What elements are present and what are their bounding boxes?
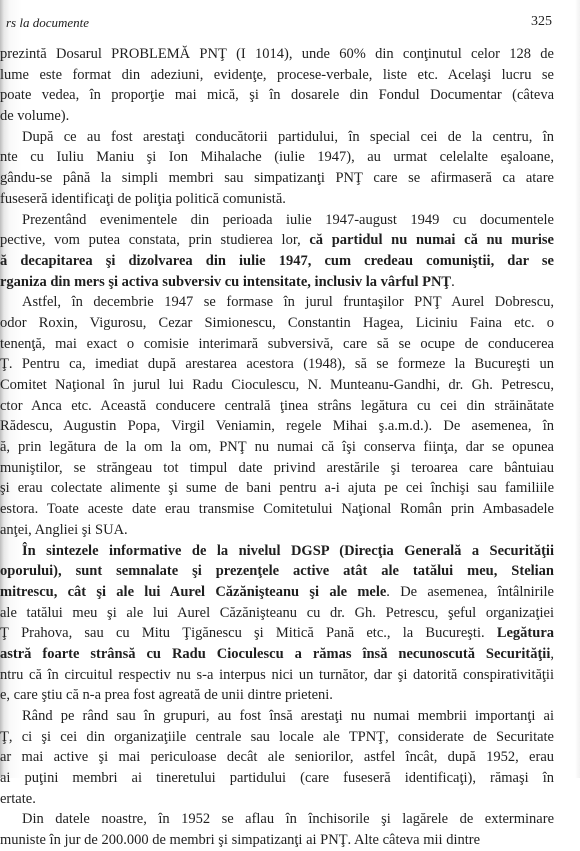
- text-line: [0, 644, 554, 665]
- text-run: Astfel, în decembrie 1947 se formase în jurul fruntaşilor PNŢ Aurel Dobrescu,: [22, 294, 554, 311]
- text-line: [0, 809, 554, 830]
- paragraph: [0, 292, 554, 540]
- text-line: [0, 168, 554, 189]
- text-run: Din datele noastre, în 1952 se aflau în închisorile şi lagărele de exterminare: [22, 811, 554, 828]
- text-line: [0, 561, 554, 582]
- page-number: 325: [531, 14, 552, 29]
- text-run: ale tatălui meu şi ale lui Aurel Căzănişteanu cu dr. Gh. Petrescu, şeful organizaţiei: [0, 604, 554, 621]
- text-run: gându-se până la simpli membri sau simpatizanţi PNŢ care se afirmaseră ca atare: [0, 170, 554, 187]
- text-run: lume este format din adeziuni, evidenţe, procese-verbale, liste etc. Acelaşi lucru se: [0, 66, 554, 83]
- text-run: şi erau colectate alimente şi sume de bani pentru a-i ajuta pe cei închişi sau familiile: [0, 480, 554, 497]
- text-run: Rând pe rând sau în grupuri, au fost însă arestaţi nu numai membrii importanţi ai: [22, 708, 554, 724]
- text-line: [0, 830, 554, 851]
- text-line: [0, 65, 554, 86]
- bold-text-run: rganiza din mers şi activa subversiv cu intensitate, inclusiv la vârful PNŢ: [0, 273, 452, 290]
- text-line: [0, 623, 554, 644]
- bold-text-run: oporului), sunt semnalate şi prezenţele active atât ale tatălui meu, Stelian: [0, 563, 554, 580]
- text-line: [0, 292, 554, 313]
- text-line: [0, 85, 554, 106]
- text-line: [0, 416, 554, 437]
- text-run: odor Roxin, Vigurosu, Cezar Simionescu, Constantin Hagea, Liciniu Faina etc. o: [0, 314, 554, 331]
- text-line: [0, 189, 554, 210]
- text-run: prezintă Dosarul PROBLEMĂ PNŢ (I 1014), unde 60% din conţinutul celor 128 de: [0, 46, 554, 62]
- text-run: După ce au fost arestaţi conducătorii partidului, în special cei de la centru, în: [22, 128, 554, 145]
- text-line: [0, 147, 554, 168]
- page-header: [0, 12, 580, 34]
- text-run: ntru că în circuitul respectiv nu s-a interpus nici un turnător, dar şi datorită conspirativităţii: [0, 666, 554, 683]
- text-run: Ţ, ci şi cei din organizaţiile centrale sau locale ale TPNŢ, considerate de Securitate: [0, 728, 554, 745]
- text-line: [0, 499, 554, 520]
- text-line: [0, 541, 554, 562]
- text-line: [0, 520, 554, 541]
- text-line: [0, 727, 554, 748]
- text-line: [0, 334, 554, 355]
- text-line: [0, 685, 554, 706]
- text-line: [0, 706, 554, 727]
- text-line: [0, 582, 554, 603]
- text-run: ,: [550, 645, 554, 662]
- text-run: anţei, Angliei şi SUA.: [0, 521, 128, 538]
- text-line: [0, 768, 554, 789]
- bold-text-run: că partidul nu numai că nu murise: [309, 232, 554, 249]
- text-run: Rădescu, Augustin Popa, Virgil Veniamin, regele Mihai ş.a.m.d.). De asemenea, în: [0, 418, 554, 435]
- bold-text-run: astră foarte strânsă cu Radu Cioculescu a rămas însă necunoscută Securităţii: [0, 645, 551, 662]
- paragraph: [0, 210, 554, 293]
- text-line: [0, 230, 554, 251]
- text-run: pective, vom putea constata, prin studierea lor,: [0, 232, 310, 249]
- text-line: [0, 251, 554, 272]
- bold-text-run: Legătura: [496, 625, 554, 642]
- text-line: [0, 789, 554, 810]
- text-run: de volume).: [0, 108, 70, 125]
- text-run: ai puţini membri ai tineretului partidului (care fuseseră identificaţi), rămaşi în: [0, 770, 554, 787]
- body-text: [0, 44, 554, 851]
- bold-text-run: În sintezele informative de la nivelul DGSP (Direcţia Generală a Securităţii: [22, 542, 554, 559]
- text-line: [0, 665, 554, 686]
- paragraph: [0, 44, 554, 127]
- text-line: [0, 437, 554, 458]
- bold-text-run: ă decapitarea şi dizolvarea din iulie 1947, cum credeau comuniştii, dar se: [0, 252, 554, 269]
- paragraph: [0, 541, 554, 707]
- text-run: poate vedea, în proporţie mai mică, şi în dosarele din Fondul Documentar (câteva: [0, 87, 554, 104]
- text-run: tenenţă, mai exact o comisie interimară subversivă, care să se ocupe de conducerea: [0, 335, 554, 352]
- running-title: rs la documente: [6, 15, 90, 30]
- text-line: [0, 354, 554, 375]
- text-line: [0, 127, 554, 148]
- text-run: .: [451, 273, 455, 290]
- text-line: [0, 375, 554, 396]
- text-line: [0, 44, 554, 65]
- text-run: muniste în jur de 200.000 de membri şi simpatizanţi ai PNŢ. Alte câteva mii dintre: [0, 832, 481, 849]
- text-line: [0, 313, 554, 334]
- text-run: Ţ. Pentru ca, imediat după arestarea acestora (1948), să se formeze la Bucureşti un: [0, 356, 554, 373]
- text-run: ertate.: [0, 790, 36, 807]
- text-line: [0, 478, 554, 499]
- text-line: [0, 747, 554, 768]
- paragraph: [0, 127, 554, 210]
- text-line: [0, 106, 554, 127]
- text-run: estora. Toate aceste date erau transmise Comitetului Naţional Român prin Ambasadele: [0, 501, 554, 518]
- paragraph: [0, 809, 554, 850]
- text-line: [0, 210, 554, 231]
- bold-text-run: mitrescu, cât şi ale lui Aurel Căzănişteanu şi ale mele: [0, 583, 387, 600]
- paragraph: [0, 706, 554, 809]
- text-run: . De asemenea, întâlnirile: [386, 583, 554, 600]
- text-run: Comitet Naţional în jurul lui Radu Cioculescu, N. Munteanu-Gandhi, dr. Gh. Petrescu,: [0, 377, 554, 393]
- text-run: fuseseră identificaţi de poliţia politică comunistă.: [0, 190, 286, 207]
- text-run: ctor Anca etc. Această conducere centrală ţinea strâns legătura cu cei din străinătate: [0, 397, 554, 414]
- text-run: ar mai active şi mai periculoase decât ale seniorilor, astfel încât, după 1952, erau: [0, 749, 554, 766]
- text-line: [0, 396, 554, 417]
- text-run: Prezentând evenimentele din perioada iulie 1947-august 1949 cu documentele: [22, 211, 554, 228]
- text-line: [0, 458, 554, 479]
- text-run: e, care ştiu că n-a prea fost agreată de unii dintre prieteni.: [0, 687, 333, 704]
- text-line: [0, 272, 554, 293]
- text-line: [0, 603, 554, 624]
- text-run: muniştilor, se străngeau tot timpul date privind arestările şi teroarea care bântuiau: [0, 459, 554, 476]
- text-run: nte cu Iuliu Maniu şi Ion Mihalache (iulie 1947), au urmat celelalte eşaloane,: [0, 149, 554, 166]
- text-run: Ţ Prahova, sau cu Mitu Ţigănescu şi Mitică Pană etc., la Bucureşti.: [0, 625, 497, 642]
- text-run: ă, prin legătura de la om la om, PNŢ nu numai că îşi conserva fiinţa, dar se opunea: [0, 439, 554, 456]
